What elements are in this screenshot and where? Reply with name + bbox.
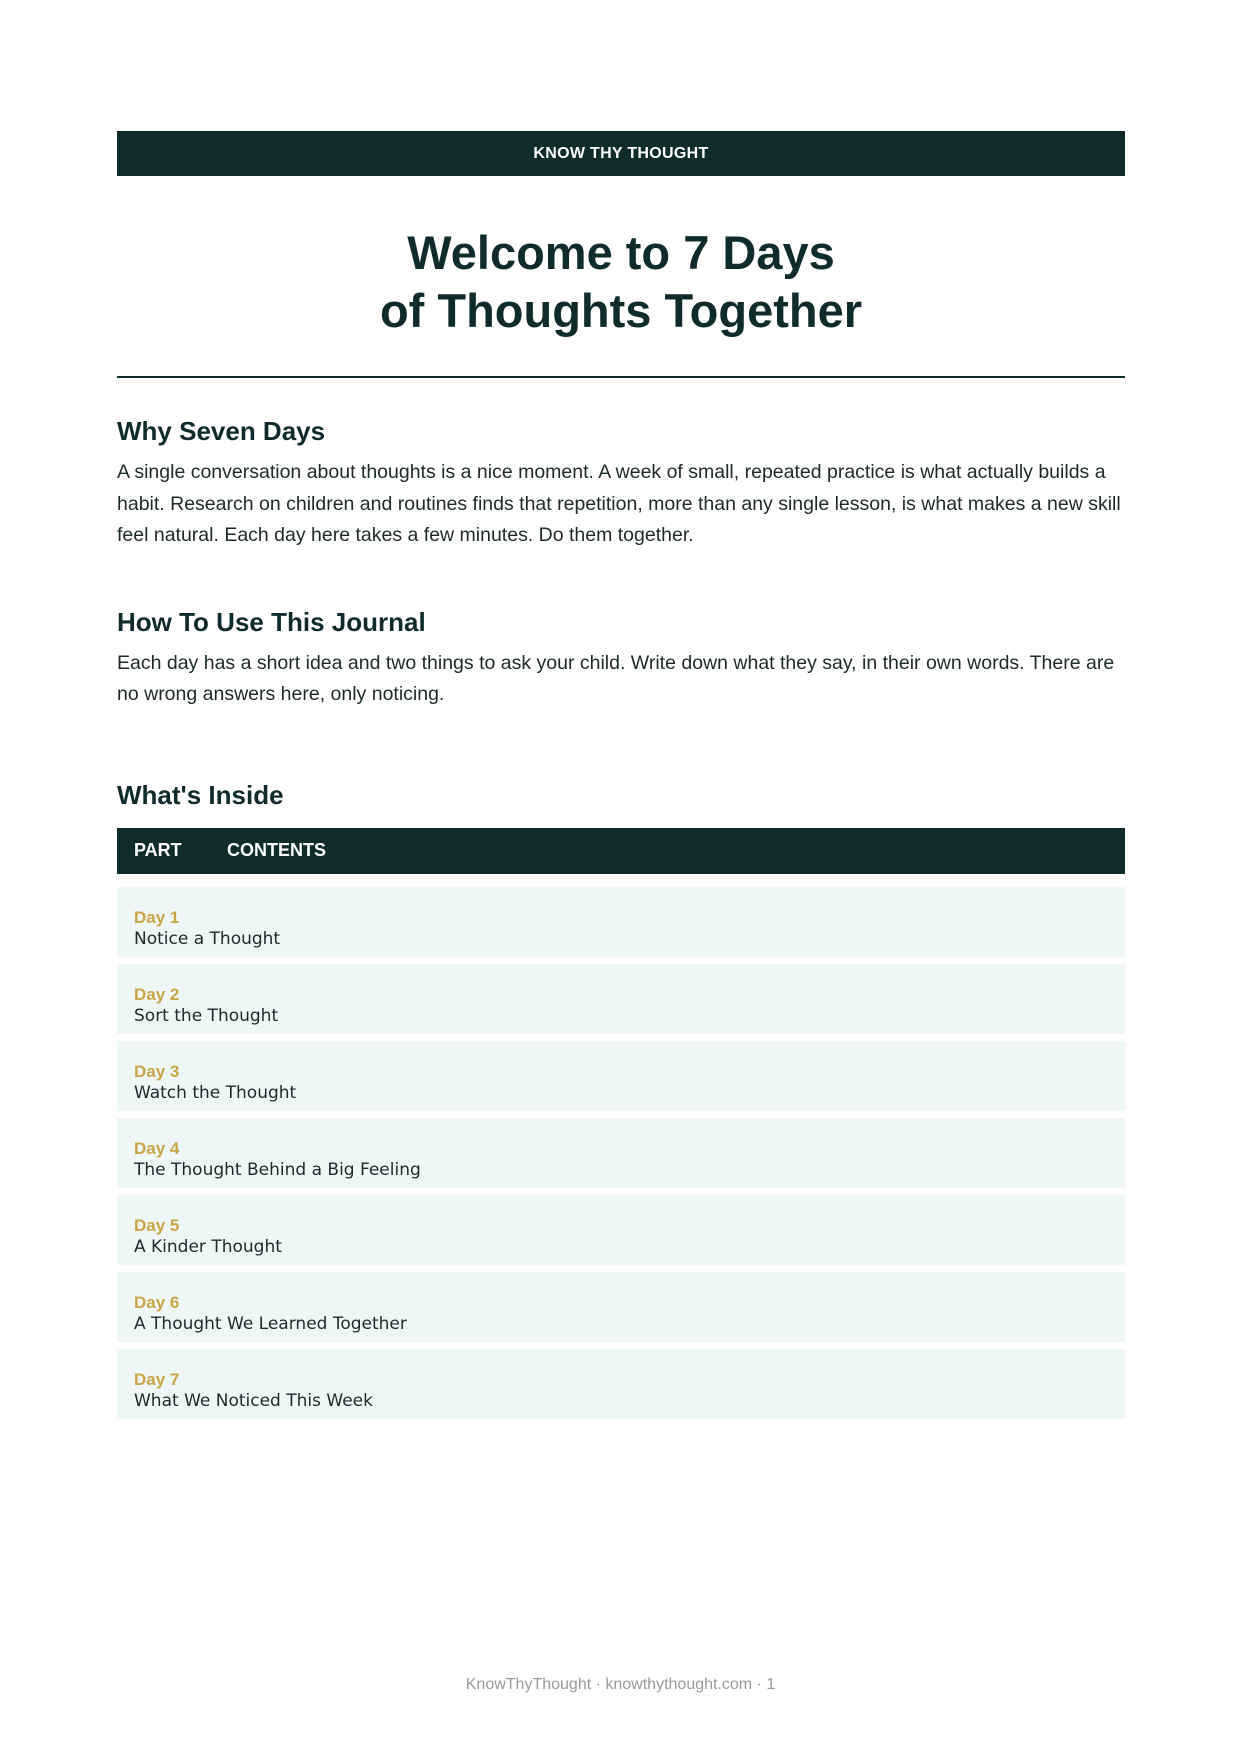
toc-header: [117, 828, 1125, 874]
how-body: Each day has a short idea and two things to ask your child. Write down what they say, in their own words. There are no wrong answers here, only noticing.: [117, 651, 1115, 705]
how-heading: How To Use This Journal: [117, 606, 426, 637]
toc-day-title: Watch the Thought: [134, 1082, 297, 1103]
toc-day-label: Day 5: [134, 1215, 180, 1235]
toc-day-title: What We Noticed This Week: [134, 1390, 373, 1411]
brand-name: KNOW THY THOUGHT: [533, 144, 709, 162]
toc-day-label: Day 7: [134, 1369, 180, 1389]
why-heading: Why Seven Days: [117, 416, 326, 446]
why-section: [117, 415, 1125, 552]
toc-row-day-2: [117, 964, 1125, 1034]
toc-day-label: Day 6: [134, 1292, 180, 1312]
toc-row-day-5: [117, 1195, 1125, 1265]
page-footer: [0, 1676, 1241, 1694]
toc-day-title: The Thought Behind a Big Feeling: [134, 1159, 421, 1180]
how-section: [117, 606, 1125, 711]
title-line-1: Welcome to 7 Days: [407, 226, 835, 279]
toc-day-label: Day 4: [134, 1138, 180, 1158]
toc-day-title: A Kinder Thought: [134, 1236, 282, 1257]
title-line-2: of Thoughts Together: [379, 284, 863, 337]
journal-page: [117, 131, 1125, 1426]
toc-day-label: Day 2: [134, 984, 180, 1004]
toc-day-title: A Thought We Learned Together: [134, 1313, 407, 1334]
inside-heading: What's Inside: [117, 779, 284, 810]
toc-row-day-7: [117, 1349, 1125, 1419]
toc-row-day-6: [117, 1272, 1125, 1342]
toc-day-label: Day 1: [134, 907, 180, 927]
toc-list: [117, 887, 1125, 1419]
title-divider: [117, 376, 1125, 378]
toc-col-part: PART: [134, 840, 182, 860]
brand-banner: [117, 131, 1125, 176]
toc-row-day-1: [117, 887, 1125, 957]
footer-text: KnowThyThought · knowthythought.com · 1: [465, 1676, 776, 1693]
toc-day-label: Day 3: [134, 1061, 180, 1081]
toc-col-contents: CONTENTS: [227, 840, 326, 860]
toc-row-day-3: [117, 1041, 1125, 1111]
toc-day-title: Sort the Thought: [134, 1005, 279, 1026]
inside-section: [117, 779, 1125, 1419]
page-title: [117, 224, 1125, 340]
why-body: A single conversation about thoughts is a nice moment. A week of small, repeated practice is what actually builds a habit. Research on children and routines finds that repetition, more than any single lesson, is what makes a new skill feel natural. Each day here takes a few minutes. Do them together.: [117, 461, 1121, 546]
toc-row-day-4: [117, 1118, 1125, 1188]
toc-day-title: Notice a Thought: [134, 928, 281, 949]
